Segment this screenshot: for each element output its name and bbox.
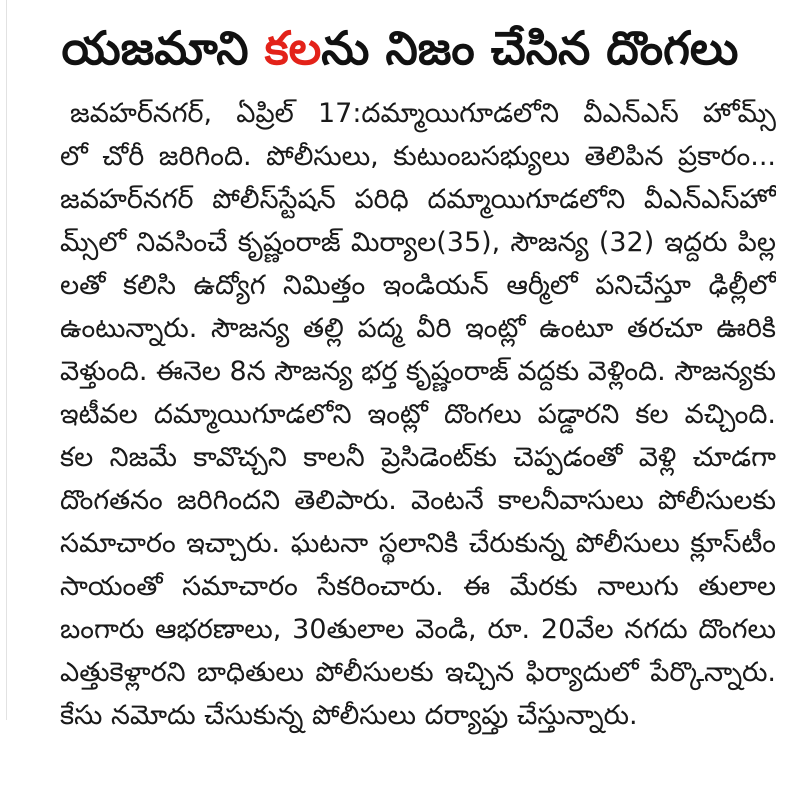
headline-highlight: కల — [264, 21, 322, 75]
body-line: జవహర్‌నగర్ పోలీస్‌స్టేషన్ పరిధి దమ్మాయిగూడలోని వీఎన్ఎస్‌హో — [60, 184, 776, 215]
body-line: ఉంటున్నారు. సౌజన్య తల్లి పద్మ వీరి ఇంట్లో ఉంటూ తరచూ ఊరికి — [60, 313, 776, 344]
column-rule — [6, 0, 7, 720]
body-line: కేసు నమోదు చేసుకున్న పోలీసులు దర్యాప్తు చేస్తున్నారు. — [60, 700, 638, 731]
body-line: ఇటీవల దమ్మాయిగూడలోని ఇంట్లో దొంగలు పడ్డారని కల వచ్చింది. — [60, 399, 776, 430]
article-body — [60, 92, 776, 737]
body-line: దొంగతనం జరిగిందని తెలిపారు. వెంటనే కాలనీవాసులు పోలీసులకు — [60, 485, 776, 516]
body-line: ఎత్తుకెళ్లారని బాధితులు పోలీసులకు ఇచ్చిన ఫిర్యాదులో పేర్కొన్నారు. — [60, 657, 776, 688]
body-line: సమాచారం ఇచ్చారు. ఘటనా స్థలానికి చేరుకున్న పోలీసులు క్లూస్‌టీం — [60, 528, 776, 559]
headline-part-1: యజమాని — [61, 21, 265, 75]
body-line: జవహర్‌నగర్, ఏప్రిల్ 17:దమ్మాయిగూడలోని వీఎన్ఎస్ హోమ్స్ — [70, 98, 776, 129]
body-line: లో చోరీ జరిగింది. పోలీసులు, కుటుంబసభ్యులు తెలిపిన ప్రకారం... — [60, 141, 776, 172]
headline-part-2: ను నిజం చేసిన దొంగలు — [321, 21, 739, 75]
body-line: కల నిజమే కావొచ్చని కాలనీ ప్రెసిడెంట్‌కు చెప్పడంతో వెళ్లి చూడగా — [60, 442, 776, 473]
body-line: మ్స్‌లో నివసించే కృష్ణంరాజ్ మిర్యాల(35), సౌజన్య (32) ఇద్దరు పిల్ల — [60, 227, 776, 258]
body-line: లతో కలిసి ఉద్యోగ నిమిత్తం ఇండియన్ ఆర్మీలో పనిచేస్తూ ఢిల్లీలో — [60, 270, 776, 301]
body-line: వెళ్తుంది. ఈనెల 8న సౌజన్య భర్త కృష్ణంరాజ్ వద్దకు వెళ్లింది. సౌజన్యకు — [60, 356, 776, 387]
body-line: బంగారు ఆభరణాలు, 30తులాల వెండి, రూ. 20వేల నగదు దొంగలు — [60, 614, 776, 645]
body-line: సాయంతో సమాచారం సేకరించారు. ఈ మేరకు నాలుగు తులాల — [60, 571, 776, 602]
headline — [20, 16, 780, 80]
